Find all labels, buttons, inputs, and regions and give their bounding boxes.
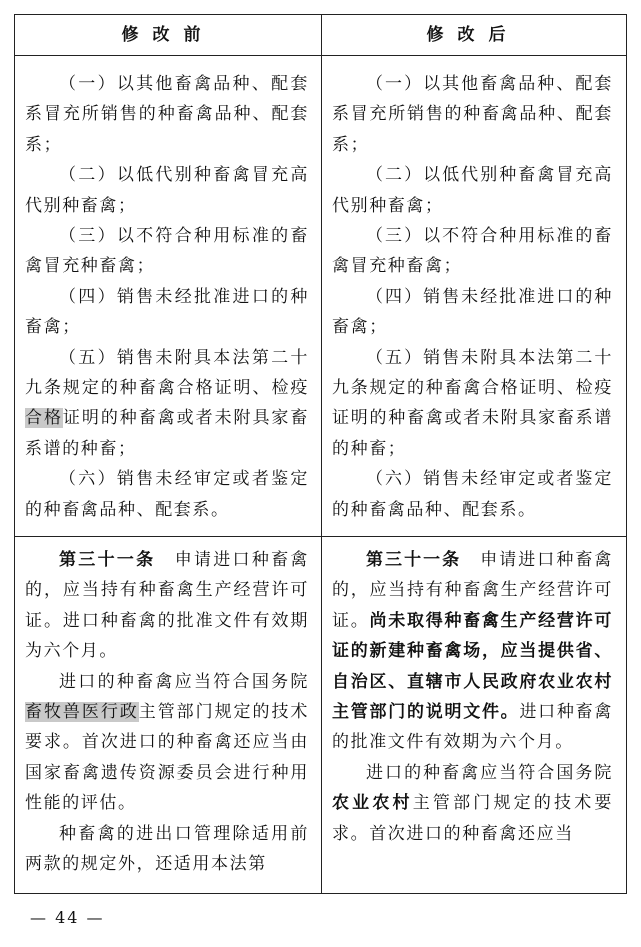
before-item-2: （二）以低代别种畜禽冒充高代别种畜禽； — [25, 165, 309, 216]
before-item-4: （四）销售未经批准进口的种畜禽； — [25, 286, 309, 338]
after-item-3: （三）以不符合种用标准的畜禽冒充种畜禽； — [332, 226, 613, 277]
row1-before-cell — [15, 69, 321, 531]
after-item-6: （六）销售未经审定或者鉴定的种畜禽品种、配套系。 — [332, 469, 613, 520]
highlighted-deleted-text: 畜牧兽医行政 — [25, 702, 139, 723]
after-item-2: （二）以低代别种畜禽冒充高代别种畜禽； — [332, 165, 613, 216]
before-item-5-part-a: （五）销售未附具本法第二十九条规定的种畜禽合格证明、检疫 — [25, 347, 309, 399]
after-item-1: （一）以其他畜禽品种、配套系冒充所销售的种畜禽品种、配套系； — [332, 74, 613, 155]
added-bold-text: 农业农村 — [332, 793, 413, 814]
before-item-1: （一）以其他畜禽品种、配套系冒充所销售的种畜禽品种、配套系； — [25, 74, 309, 155]
before-article-31-para-1-text: 申请进口种畜禽的，应当持有种畜禽生产经营许可证。进口种畜禽的批准文件有效期为六个月。 — [25, 550, 309, 662]
before-item-5-part-b: 证明的种畜禽或者未附具家畜系谱的种畜； — [25, 408, 309, 459]
row1-after-cell — [322, 69, 625, 531]
comparison-table — [14, 14, 627, 894]
before-article-31-para-1 — [25, 545, 309, 667]
before-article-31-para-3: 种畜禽的进出口管理除适用前两款的规定外，还适用本法第 — [25, 823, 309, 875]
row2-before-cell — [15, 545, 321, 891]
header-after: 修改后 — [426, 25, 520, 45]
before-item-3: （三）以不符合种用标准的畜禽冒充种畜禽； — [25, 226, 309, 277]
before-para-2-part-a: 进口的种畜禽应当符合国务院 — [59, 671, 309, 692]
highlighted-deleted-text: 合格 — [25, 408, 63, 429]
after-item-5: （五）销售未附具本法第二十九条规定的种畜禽合格证明、检疫证明的种畜禽或者未附具家畜系谱的种畜； — [332, 347, 613, 459]
header-before: 修改前 — [121, 25, 215, 45]
after-para-2-part-b: 主管部门规定的技术要求。首次进口的种畜禽还应当 — [332, 793, 614, 844]
row-divider — [15, 536, 626, 537]
after-article-31-para-2 — [332, 758, 613, 849]
before-item-5 — [25, 343, 309, 465]
after-para-1-text: 申请进口种畜禽的，应当持有种畜禽生产经营许可证。 — [332, 550, 613, 631]
page-number: — 44 — — [30, 908, 105, 927]
article-title: 第三十一条 — [59, 550, 156, 570]
before-para-2-part-b: 主管部门规定的技术要求。首次进口的种畜禽还应当由国家畜禽遗传资源委员会进行种用性能的评估。 — [25, 702, 309, 814]
after-article-31-para-1 — [332, 545, 613, 758]
row2-after-cell — [322, 545, 625, 891]
article-title: 第三十一条 — [366, 550, 462, 570]
after-para-2-part-a: 进口的种畜禽应当符合国务院 — [366, 762, 613, 783]
before-item-6: （六）销售未经审定或者鉴定的种畜禽品种、配套系。 — [25, 469, 309, 520]
before-article-31-para-2 — [25, 667, 309, 819]
after-para-1-tail: 进口种畜禽的批准文件有效期为六个月。 — [332, 702, 614, 753]
after-item-4: （四）销售未经批准进口的种畜禽； — [332, 286, 613, 338]
added-bold-text: 尚未取得种畜禽生产经营许可证的新建种畜禽场，应当提供省、自治区、直辖市人民政府农业农村主管部门的说明文件。 — [332, 610, 613, 723]
